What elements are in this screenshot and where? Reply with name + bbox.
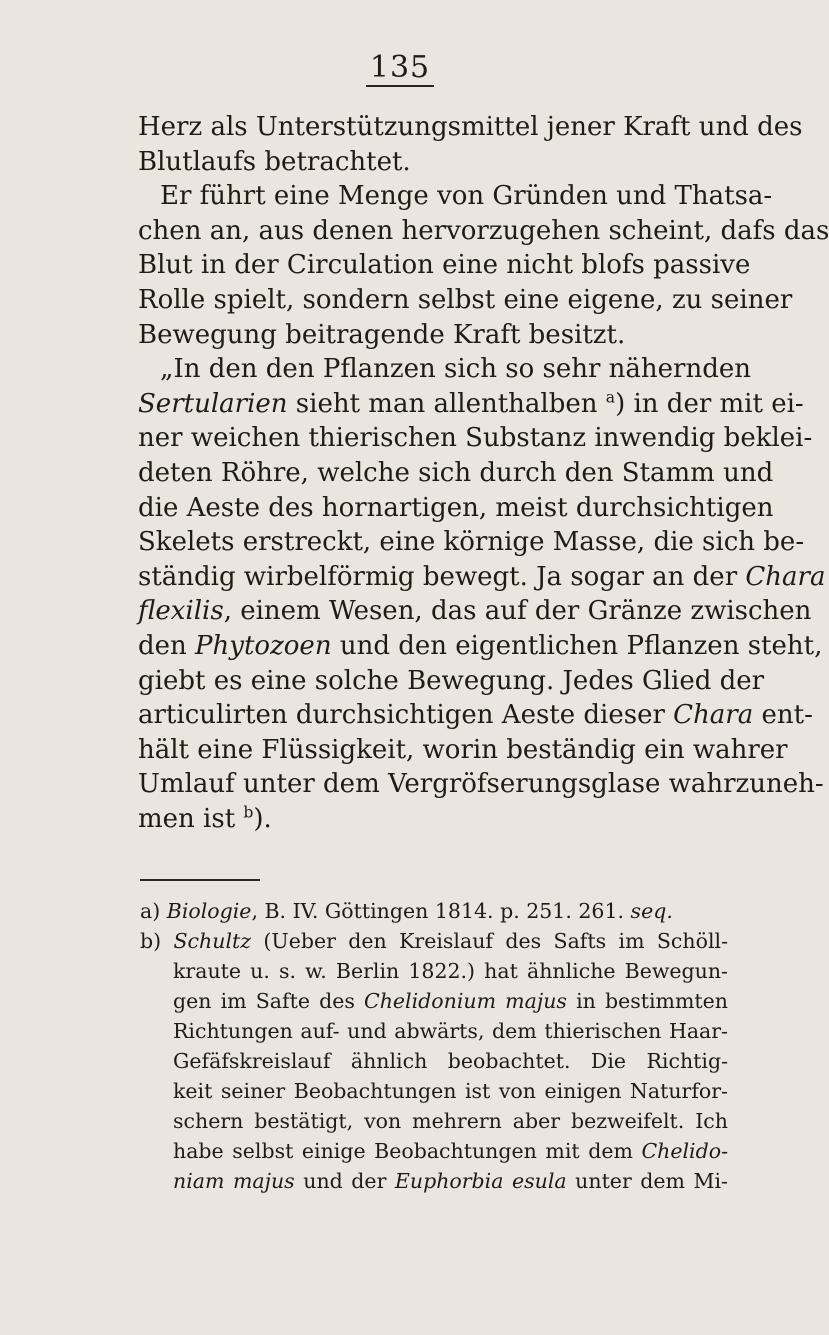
text-line: Blutlaufs betrachtet. [138,146,411,177]
text-line: Skelets erstreckt, eine körnige Masse, die sich be- [138,527,805,558]
footnote-line: keit seiner Beobachtungen ist von einigen Naturfor- [173,1079,728,1103]
text-line: „In den den Pflanzen sich so sehr nähernden [160,354,751,385]
footnote-marker: a [605,388,616,407]
footnote-line: habe selbst einige Beobachtungen mit dem Chelido- [173,1139,728,1163]
footnote-line: kraute u. s. w. Berlin 1822.) hat ähnliche Bewegun- [173,959,728,983]
italic-term: Phytozoen [195,630,332,661]
text-line: chen an, aus denen hervorzugehen scheint, dafs das [138,215,829,246]
text-line: Herz als Unterstützungsmittel jener Kraft und des [138,112,803,142]
text-line: giebt es eine solche Bewegung. Jedes Glied der [138,665,765,696]
footnote-b: b) Schultz (Ueber den Kreislauf des Safts im Schöll- [140,929,728,953]
text-line: die Aeste des hornartigen, meist durchsichtigen [138,492,774,523]
text-line: Rolle spielt, sondern selbst eine eigene, zu seiner [138,284,793,315]
text-line: Bewegung beitragende Kraft besitzt. [138,319,626,350]
footnote-marker: b [243,803,254,822]
text-line: Blut in der Circulation eine nicht blofs passive [138,250,751,281]
italic-term: Chara [673,700,754,731]
text-line: Sertularien sieht man allenthalben $^a$) in der mit ei- [138,388,804,419]
footnote-line: Gefäfskreislauf ähnlich beobachtet. Die Richtig- [173,1049,728,1073]
main-text [138,110,829,836]
text-line: men ist $^b$). [138,803,272,834]
text-line: hält eine Flüssigkeit, worin beständig ein wahrer [138,734,788,765]
text-line: articulirten durchsichtigen Aeste dieser Chara ent- [138,700,813,731]
footnotes [140,896,728,1196]
footnote-line: niam majus und der Euphorbia esula unter dem Mi- [173,1169,728,1193]
text-line: ständig wirbelförmig bewegt. Ja sogar an der Chara [138,561,826,592]
text-line: flexilis, einem Wesen, das auf der Gränze zwischen [138,596,812,627]
text-line: deten Röhre, welche sich durch den Stamm und [138,457,774,488]
text-line: ner weichen thierischen Substanz inwendig beklei- [138,423,813,454]
italic-term: Sertularien [138,388,288,419]
page-number: 135 [0,50,800,85]
italic-term: flexilis [138,596,224,627]
text-line: den Phytozoen und den eigentlichen Pflanzen steht, [138,630,823,661]
footnote-separator [140,879,260,881]
footnote-line: schern bestätigt, von mehrern aber bezweifelt. Ich [173,1109,728,1133]
footnote-line: Richtungen auf- und abwärts, dem thierischen Haar- [173,1019,728,1043]
footnote-a: a) Biologie, B. IV. Göttingen 1814. p. 251. 261. seq. [140,899,673,923]
text-line: Er führt eine Menge von Gründen und Thatsa- [160,181,773,212]
footnote-line: gen im Safte des Chelidonium majus in bestimmten [173,989,728,1013]
text-line: Umlauf unter dem Vergröfserungsglase wahrzuneh- [138,769,824,800]
italic-term: Chara [745,561,826,592]
